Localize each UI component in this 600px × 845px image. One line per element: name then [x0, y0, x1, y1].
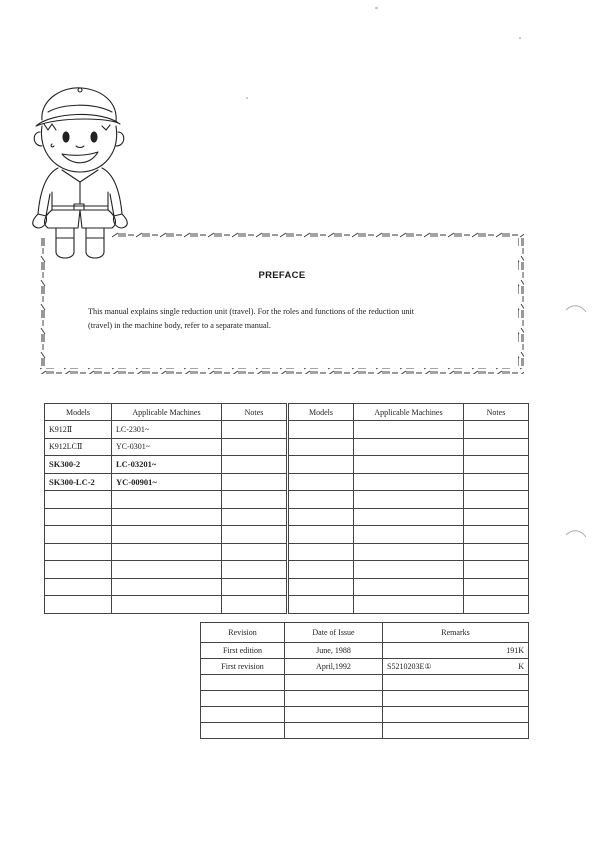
- table-row: [45, 508, 529, 526]
- remark-code-cell: S5210203E①: [383, 659, 455, 675]
- remark-code-cell: [383, 643, 455, 659]
- col-header-models-2: Models: [288, 404, 354, 421]
- model-cell: SK300-LC-2: [45, 473, 112, 491]
- scan-speck: [246, 97, 248, 99]
- scan-speck: [519, 37, 521, 39]
- machine-cell: YC-00901~: [112, 473, 222, 491]
- table-row: [45, 526, 529, 544]
- table-row: [201, 675, 529, 691]
- empty-cell: [288, 438, 354, 456]
- preface-line-2: (travel) in the machine body, refer to a separate manual.: [88, 321, 271, 330]
- empty-cell: [354, 438, 464, 456]
- punch-hole-mark: [566, 300, 586, 320]
- col-header-remarks: Remarks: [383, 623, 529, 643]
- table-row: [45, 456, 529, 474]
- table-row: [201, 707, 529, 723]
- date-cell: June, 1988: [285, 643, 383, 659]
- notes-cell: [222, 438, 288, 456]
- model-cell: SK300-2: [45, 456, 112, 474]
- punch-hole-mark: [566, 525, 586, 545]
- col-header-notes: Notes: [222, 404, 288, 421]
- empty-cell: [354, 473, 464, 491]
- revision-cell: First revision: [201, 659, 285, 675]
- table-row: [45, 578, 529, 596]
- table-row: [45, 596, 529, 614]
- table-row: [45, 473, 529, 491]
- model-cell: K912Ⅱ: [45, 421, 112, 439]
- table-row: [45, 438, 529, 456]
- col-header-notes-2: Notes: [464, 404, 529, 421]
- notes-cell: [222, 456, 288, 474]
- models-table: [44, 403, 529, 614]
- empty-cell: [464, 473, 529, 491]
- empty-cell: [288, 421, 354, 439]
- table-row: [201, 659, 529, 675]
- table-row: [45, 543, 529, 561]
- machine-cell: YC-0301~: [112, 438, 222, 456]
- remark-suffix-cell: 191K: [455, 643, 529, 659]
- decorative-border: [40, 232, 524, 374]
- col-header-applicable-machines: Applicable Machines: [112, 404, 222, 421]
- preface-title: PREFACE: [258, 270, 306, 281]
- model-cell: K912LCⅡ: [45, 438, 112, 456]
- empty-cell: [464, 421, 529, 439]
- empty-cell: [354, 421, 464, 439]
- table-header-row: [45, 404, 529, 421]
- notes-cell: [222, 473, 288, 491]
- machine-cell: LC-03201~: [112, 456, 222, 474]
- table-row: [45, 491, 529, 509]
- preface-line-1: This manual explains single reduction unit (travel). For the roles and functions of the reduction unit: [88, 307, 415, 316]
- revision-cell: First edition: [201, 643, 285, 659]
- table-row: [201, 723, 529, 739]
- empty-cell: [464, 438, 529, 456]
- revision-table: [200, 622, 529, 739]
- empty-cell: [464, 456, 529, 474]
- preface-box: [40, 232, 524, 374]
- remark-suffix-cell: K: [455, 659, 529, 675]
- table-row: [45, 421, 529, 439]
- table-header-row: [201, 623, 529, 643]
- machine-cell: LC-2301~: [112, 421, 222, 439]
- scan-speck: [375, 7, 378, 9]
- col-header-models: Models: [45, 404, 112, 421]
- col-header-revision: Revision: [201, 623, 285, 643]
- preface-body: [88, 305, 508, 333]
- table-row: [201, 643, 529, 659]
- col-header-date-of-issue: Date of Issue: [285, 623, 383, 643]
- notes-cell: [222, 421, 288, 439]
- col-header-applicable-machines-2: Applicable Machines: [354, 404, 464, 421]
- empty-cell: [354, 456, 464, 474]
- table-row: [45, 561, 529, 579]
- table-row: [201, 691, 529, 707]
- date-cell: April,1992: [285, 659, 383, 675]
- empty-cell: [288, 456, 354, 474]
- empty-cell: [288, 473, 354, 491]
